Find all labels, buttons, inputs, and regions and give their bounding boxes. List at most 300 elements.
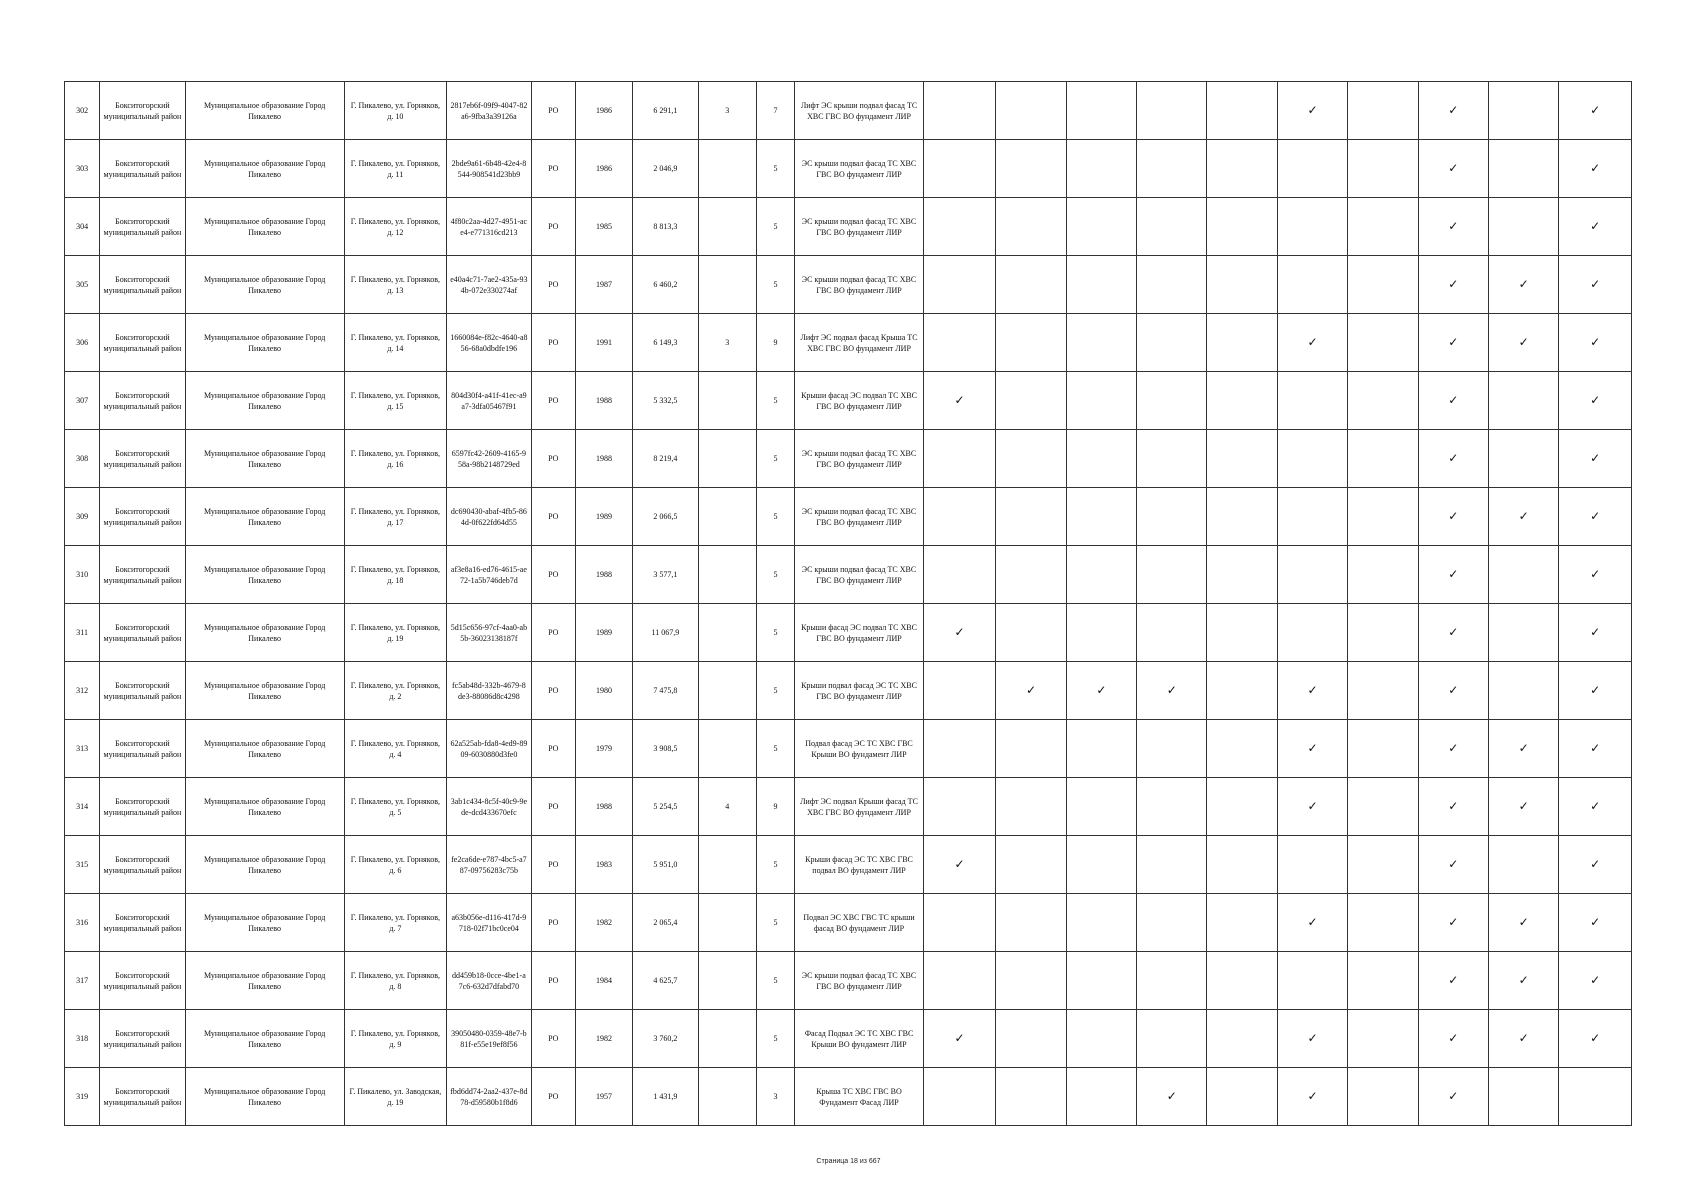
address-cell: Г. Пикалево, ул. Горняков, д. 15	[344, 372, 447, 430]
check-mark-icon: ✓	[1559, 82, 1632, 140]
floors-cell: 5	[756, 430, 794, 488]
check-mark-icon: ✓	[1418, 140, 1488, 198]
empty-work-cell	[1066, 314, 1136, 372]
municipality-cell: Муниципальное образование Город Пикалево	[185, 256, 344, 314]
address-cell: Г. Пикалево, ул. Горняков, д. 19	[344, 604, 447, 662]
check-mark-icon: ✓	[1489, 488, 1559, 546]
house-guid-cell: fc5ab48d-332b-4679-8de3-88086d8c4298	[447, 662, 531, 720]
entrances-cell	[698, 140, 756, 198]
empty-work-cell	[1066, 372, 1136, 430]
total-area-cell: 8 813,3	[633, 198, 698, 256]
district-cell: Бокситогорский муниципальный район	[100, 314, 185, 372]
housing-registry-table	[64, 81, 1632, 1126]
empty-work-cell	[923, 662, 995, 720]
municipality-cell: Муниципальное образование Город Пикалево	[185, 604, 344, 662]
management-type-cell: РО	[531, 256, 575, 314]
address-cell: Г. Пикалево, ул. Горняков, д. 13	[344, 256, 447, 314]
floors-cell: 3	[756, 1068, 794, 1126]
house-guid-cell: fbd6dd74-2aa2-437e-8d78-d59580b1f8d6	[447, 1068, 531, 1126]
check-mark-icon: ✓	[1418, 1010, 1488, 1068]
check-mark-icon: ✓	[1418, 952, 1488, 1010]
empty-work-cell	[1066, 836, 1136, 894]
empty-work-cell	[1066, 430, 1136, 488]
check-mark-icon: ✓	[996, 662, 1066, 720]
house-guid-cell: 2817eb6f-09f9-4047-82a6-9fba3a39126a	[447, 82, 531, 140]
table-row	[65, 778, 1632, 836]
build-year-cell: 1988	[575, 430, 632, 488]
floors-cell: 5	[756, 488, 794, 546]
table-row	[65, 140, 1632, 198]
empty-work-cell	[1066, 140, 1136, 198]
total-area-cell: 1 431,9	[633, 1068, 698, 1126]
empty-work-cell	[1207, 198, 1277, 256]
build-year-cell: 1985	[575, 198, 632, 256]
floors-cell: 5	[756, 256, 794, 314]
empty-work-cell	[923, 140, 995, 198]
table-row	[65, 256, 1632, 314]
total-area-cell: 2 065,4	[633, 894, 698, 952]
works-list-cell: Лифт ЭС подвал фасад Крыша ТС ХВС ГВС ВО фундамент ЛИР	[795, 314, 924, 372]
house-guid-cell: 1660084e-f82c-4640-a856-68a0dbdfe196	[447, 314, 531, 372]
row-number: 304	[65, 198, 100, 256]
table-row	[65, 314, 1632, 372]
check-mark-icon: ✓	[1418, 546, 1488, 604]
empty-work-cell	[996, 1068, 1066, 1126]
empty-work-cell	[996, 952, 1066, 1010]
empty-work-cell	[1137, 488, 1207, 546]
municipality-cell: Муниципальное образование Город Пикалево	[185, 662, 344, 720]
empty-work-cell	[1348, 604, 1418, 662]
empty-work-cell	[1207, 82, 1277, 140]
build-year-cell: 1982	[575, 894, 632, 952]
build-year-cell: 1957	[575, 1068, 632, 1126]
row-number: 308	[65, 430, 100, 488]
check-mark-icon: ✓	[1418, 778, 1488, 836]
empty-work-cell	[1489, 198, 1559, 256]
check-mark-icon: ✓	[1277, 894, 1347, 952]
empty-work-cell	[996, 720, 1066, 778]
build-year-cell: 1982	[575, 1010, 632, 1068]
check-mark-icon: ✓	[1559, 952, 1632, 1010]
municipality-cell: Муниципальное образование Город Пикалево	[185, 836, 344, 894]
empty-work-cell	[923, 82, 995, 140]
empty-work-cell	[1277, 140, 1347, 198]
table-row	[65, 604, 1632, 662]
municipality-cell: Муниципальное образование Город Пикалево	[185, 546, 344, 604]
empty-work-cell	[1348, 1010, 1418, 1068]
empty-work-cell	[1066, 894, 1136, 952]
municipality-cell: Муниципальное образование Город Пикалево	[185, 140, 344, 198]
table-row	[65, 952, 1632, 1010]
empty-work-cell	[1137, 604, 1207, 662]
works-list-cell: ЭС крыши подвал фасад ТС ХВС ГВС ВО фундамент ЛИР	[795, 140, 924, 198]
empty-work-cell	[1207, 894, 1277, 952]
check-mark-icon: ✓	[1418, 488, 1488, 546]
build-year-cell: 1989	[575, 604, 632, 662]
empty-work-cell	[996, 488, 1066, 546]
empty-work-cell	[1066, 1068, 1136, 1126]
empty-work-cell	[1207, 720, 1277, 778]
empty-work-cell	[1489, 604, 1559, 662]
floors-cell: 5	[756, 720, 794, 778]
build-year-cell: 1984	[575, 952, 632, 1010]
total-area-cell: 6 291,1	[633, 82, 698, 140]
check-mark-icon: ✓	[1559, 604, 1632, 662]
empty-work-cell	[1348, 778, 1418, 836]
empty-work-cell	[1489, 836, 1559, 894]
check-mark-icon: ✓	[1418, 198, 1488, 256]
check-mark-icon: ✓	[1137, 1068, 1207, 1126]
empty-work-cell	[1489, 546, 1559, 604]
total-area-cell: 5 332,5	[633, 372, 698, 430]
empty-work-cell	[1137, 430, 1207, 488]
management-type-cell: РО	[531, 372, 575, 430]
works-list-cell: Лифт ЭС подвал Крыши фасад ТС ХВС ГВС ВО фундамент ЛИР	[795, 778, 924, 836]
municipality-cell: Муниципальное образование Город Пикалево	[185, 198, 344, 256]
table-row	[65, 198, 1632, 256]
district-cell: Бокситогорский муниципальный район	[100, 1068, 185, 1126]
check-mark-icon: ✓	[1559, 894, 1632, 952]
empty-work-cell	[1277, 198, 1347, 256]
empty-work-cell	[1348, 836, 1418, 894]
empty-work-cell	[1348, 546, 1418, 604]
district-cell: Бокситогорский муниципальный район	[100, 198, 185, 256]
management-type-cell: РО	[531, 82, 575, 140]
empty-work-cell	[1207, 314, 1277, 372]
address-cell: Г. Пикалево, ул. Горняков, д. 17	[344, 488, 447, 546]
empty-work-cell	[1066, 546, 1136, 604]
empty-work-cell	[1207, 488, 1277, 546]
registry-body	[65, 82, 1632, 1126]
check-mark-icon: ✓	[1277, 1010, 1347, 1068]
district-cell: Бокситогорский муниципальный район	[100, 82, 185, 140]
empty-work-cell	[996, 314, 1066, 372]
house-guid-cell: 6597fc42-2609-4165-958a-98b2148729ed	[447, 430, 531, 488]
empty-work-cell	[1137, 778, 1207, 836]
management-type-cell: РО	[531, 662, 575, 720]
row-number: 303	[65, 140, 100, 198]
house-guid-cell: dc690430-abaf-4fb5-864d-0f622fd64d55	[447, 488, 531, 546]
table-row	[65, 1068, 1632, 1126]
works-list-cell: ЭС крыши подвал фасад ТС ХВС ГВС ВО фундамент ЛИР	[795, 952, 924, 1010]
check-mark-icon: ✓	[1559, 662, 1632, 720]
house-guid-cell: 2bde9a61-6b48-42e4-8544-908541d23bb9	[447, 140, 531, 198]
house-guid-cell: 4f80c2aa-4d27-4951-ace4-e771316cd213	[447, 198, 531, 256]
total-area-cell: 7 475,8	[633, 662, 698, 720]
address-cell: Г. Пикалево, ул. Горняков, д. 5	[344, 778, 447, 836]
check-mark-icon: ✓	[1418, 836, 1488, 894]
house-guid-cell: 3ab1c434-8c5f-40c9-9ede-dcd433670efc	[447, 778, 531, 836]
table-row	[65, 372, 1632, 430]
empty-work-cell	[1207, 546, 1277, 604]
empty-work-cell	[923, 198, 995, 256]
empty-work-cell	[923, 256, 995, 314]
empty-work-cell	[1137, 894, 1207, 952]
empty-work-cell	[1207, 430, 1277, 488]
district-cell: Бокситогорский муниципальный район	[100, 1010, 185, 1068]
empty-work-cell	[1137, 140, 1207, 198]
check-mark-icon: ✓	[1489, 894, 1559, 952]
build-year-cell: 1991	[575, 314, 632, 372]
address-cell: Г. Пикалево, ул. Заводская, д. 19	[344, 1068, 447, 1126]
check-mark-icon: ✓	[923, 836, 995, 894]
table-row	[65, 488, 1632, 546]
check-mark-icon: ✓	[1277, 778, 1347, 836]
empty-work-cell	[1348, 720, 1418, 778]
address-cell: Г. Пикалево, ул. Горняков, д. 7	[344, 894, 447, 952]
municipality-cell: Муниципальное образование Город Пикалево	[185, 372, 344, 430]
works-list-cell: Крыши подвал фасад ЭС ТС ХВС ГВС ВО фундамент ЛИР	[795, 662, 924, 720]
empty-work-cell	[1137, 720, 1207, 778]
check-mark-icon: ✓	[1559, 256, 1632, 314]
row-number: 302	[65, 82, 100, 140]
entrances-cell	[698, 1068, 756, 1126]
floors-cell: 9	[756, 778, 794, 836]
check-mark-icon: ✓	[1418, 430, 1488, 488]
floors-cell: 5	[756, 836, 794, 894]
works-list-cell: ЭС крыши подвал фасад ТС ХВС ГВС ВО фундамент ЛИР	[795, 430, 924, 488]
empty-work-cell	[923, 488, 995, 546]
empty-work-cell	[1207, 140, 1277, 198]
check-mark-icon: ✓	[1559, 198, 1632, 256]
management-type-cell: РО	[531, 140, 575, 198]
entrances-cell: 4	[698, 778, 756, 836]
works-list-cell: Крыши фасад ЭС подвал ТС ХВС ГВС ВО фундамент ЛИР	[795, 604, 924, 662]
empty-work-cell	[1137, 372, 1207, 430]
check-mark-icon: ✓	[1137, 662, 1207, 720]
check-mark-icon: ✓	[1559, 778, 1632, 836]
build-year-cell: 1988	[575, 546, 632, 604]
empty-work-cell	[923, 546, 995, 604]
floors-cell: 9	[756, 314, 794, 372]
empty-work-cell	[1348, 430, 1418, 488]
row-number: 310	[65, 546, 100, 604]
address-cell: Г. Пикалево, ул. Горняков, д. 2	[344, 662, 447, 720]
house-guid-cell: e40a4c71-7ae2-435a-934b-072e330274af	[447, 256, 531, 314]
empty-work-cell	[1207, 778, 1277, 836]
works-list-cell: Подвал фасад ЭС ТС ХВС ГВС Крыши ВО фундамент ЛИР	[795, 720, 924, 778]
total-area-cell: 3 577,1	[633, 546, 698, 604]
check-mark-icon: ✓	[1489, 314, 1559, 372]
house-guid-cell: dd459b18-0cce-4be1-a7c6-632d7dfabd70	[447, 952, 531, 1010]
empty-work-cell	[996, 546, 1066, 604]
empty-work-cell	[996, 1010, 1066, 1068]
empty-work-cell	[1207, 372, 1277, 430]
build-year-cell: 1988	[575, 778, 632, 836]
works-list-cell: Фасад Подвал ЭС ТС ХВС ГВС Крыши ВО фундамент ЛИР	[795, 1010, 924, 1068]
empty-work-cell	[1559, 1068, 1632, 1126]
total-area-cell: 2 046,9	[633, 140, 698, 198]
empty-work-cell	[1207, 1010, 1277, 1068]
empty-work-cell	[1207, 256, 1277, 314]
empty-work-cell	[1066, 1010, 1136, 1068]
district-cell: Бокситогорский муниципальный район	[100, 836, 185, 894]
total-area-cell: 5 254,5	[633, 778, 698, 836]
check-mark-icon: ✓	[1559, 1010, 1632, 1068]
district-cell: Бокситогорский муниципальный район	[100, 894, 185, 952]
municipality-cell: Муниципальное образование Город Пикалево	[185, 894, 344, 952]
check-mark-icon: ✓	[1559, 314, 1632, 372]
address-cell: Г. Пикалево, ул. Горняков, д. 10	[344, 82, 447, 140]
empty-work-cell	[996, 604, 1066, 662]
check-mark-icon: ✓	[1418, 720, 1488, 778]
entrances-cell	[698, 256, 756, 314]
empty-work-cell	[923, 952, 995, 1010]
empty-work-cell	[1348, 82, 1418, 140]
empty-work-cell	[1066, 198, 1136, 256]
address-cell: Г. Пикалево, ул. Горняков, д. 12	[344, 198, 447, 256]
check-mark-icon: ✓	[1418, 662, 1488, 720]
check-mark-icon: ✓	[1489, 1010, 1559, 1068]
table-row	[65, 82, 1632, 140]
row-number: 311	[65, 604, 100, 662]
empty-work-cell	[1277, 546, 1347, 604]
check-mark-icon: ✓	[1559, 140, 1632, 198]
empty-work-cell	[1207, 1068, 1277, 1126]
district-cell: Бокситогорский муниципальный район	[100, 604, 185, 662]
district-cell: Бокситогорский муниципальный район	[100, 778, 185, 836]
entrances-cell: 3	[698, 82, 756, 140]
empty-work-cell	[1277, 488, 1347, 546]
empty-work-cell	[1207, 836, 1277, 894]
municipality-cell: Муниципальное образование Город Пикалево	[185, 488, 344, 546]
management-type-cell: РО	[531, 546, 575, 604]
empty-work-cell	[1137, 1010, 1207, 1068]
district-cell: Бокситогорский муниципальный район	[100, 430, 185, 488]
check-mark-icon: ✓	[1277, 1068, 1347, 1126]
address-cell: Г. Пикалево, ул. Горняков, д. 14	[344, 314, 447, 372]
check-mark-icon: ✓	[1418, 1068, 1488, 1126]
management-type-cell: РО	[531, 720, 575, 778]
check-mark-icon: ✓	[923, 372, 995, 430]
empty-work-cell	[1137, 198, 1207, 256]
build-year-cell: 1979	[575, 720, 632, 778]
address-cell: Г. Пикалево, ул. Горняков, д. 16	[344, 430, 447, 488]
check-mark-icon: ✓	[1559, 720, 1632, 778]
empty-work-cell	[1207, 952, 1277, 1010]
row-number: 314	[65, 778, 100, 836]
empty-work-cell	[1348, 198, 1418, 256]
check-mark-icon: ✓	[923, 604, 995, 662]
floors-cell: 5	[756, 662, 794, 720]
district-cell: Бокситогорский муниципальный район	[100, 952, 185, 1010]
works-list-cell: Крыши фасад ЭС ТС ХВС ГВС подвал ВО фундамент ЛИР	[795, 836, 924, 894]
management-type-cell: РО	[531, 430, 575, 488]
municipality-cell: Муниципальное образование Город Пикалево	[185, 430, 344, 488]
page-footer: Страница 18 из 667	[816, 1158, 881, 1165]
check-mark-icon: ✓	[1559, 430, 1632, 488]
municipality-cell: Муниципальное образование Город Пикалево	[185, 778, 344, 836]
municipality-cell: Муниципальное образование Город Пикалево	[185, 82, 344, 140]
empty-work-cell	[1489, 372, 1559, 430]
empty-work-cell	[996, 430, 1066, 488]
total-area-cell: 3 908,5	[633, 720, 698, 778]
empty-work-cell	[923, 720, 995, 778]
works-list-cell: ЭС крыши подвал фасад ТС ХВС ГВС ВО фундамент ЛИР	[795, 546, 924, 604]
empty-work-cell	[1348, 488, 1418, 546]
empty-work-cell	[996, 372, 1066, 430]
empty-work-cell	[1066, 778, 1136, 836]
empty-work-cell	[996, 82, 1066, 140]
management-type-cell: РО	[531, 488, 575, 546]
total-area-cell: 5 951,0	[633, 836, 698, 894]
empty-work-cell	[1277, 604, 1347, 662]
house-guid-cell: 62a525ab-fda8-4ed9-8909-6030880d3fe0	[447, 720, 531, 778]
floors-cell: 5	[756, 546, 794, 604]
entrances-cell	[698, 1010, 756, 1068]
build-year-cell: 1987	[575, 256, 632, 314]
empty-work-cell	[1137, 952, 1207, 1010]
works-list-cell: Подвал ЭС ХВС ГВС ТС крыши фасад ВО фундамент ЛИР	[795, 894, 924, 952]
empty-work-cell	[1137, 546, 1207, 604]
entrances-cell	[698, 546, 756, 604]
row-number: 319	[65, 1068, 100, 1126]
address-cell: Г. Пикалево, ул. Горняков, д. 8	[344, 952, 447, 1010]
works-list-cell: ЭС крыши подвал фасад ТС ХВС ГВС ВО фундамент ЛИР	[795, 198, 924, 256]
empty-work-cell	[1489, 662, 1559, 720]
empty-work-cell	[1137, 314, 1207, 372]
empty-work-cell	[1066, 952, 1136, 1010]
check-mark-icon: ✓	[1559, 836, 1632, 894]
empty-work-cell	[1348, 1068, 1418, 1126]
management-type-cell: РО	[531, 604, 575, 662]
build-year-cell: 1980	[575, 662, 632, 720]
table-row	[65, 836, 1632, 894]
check-mark-icon: ✓	[1418, 604, 1488, 662]
empty-work-cell	[1277, 836, 1347, 894]
table-row	[65, 720, 1632, 778]
row-number: 317	[65, 952, 100, 1010]
check-mark-icon: ✓	[1277, 720, 1347, 778]
floors-cell: 5	[756, 604, 794, 662]
house-guid-cell: 39050480-0359-48e7-b81f-e55e19ef8f56	[447, 1010, 531, 1068]
table-row	[65, 546, 1632, 604]
district-cell: Бокситогорский муниципальный район	[100, 256, 185, 314]
empty-work-cell	[1348, 140, 1418, 198]
check-mark-icon: ✓	[1277, 314, 1347, 372]
check-mark-icon: ✓	[1066, 662, 1136, 720]
address-cell: Г. Пикалево, ул. Горняков, д. 6	[344, 836, 447, 894]
table-row	[65, 430, 1632, 488]
district-cell: Бокситогорский муниципальный район	[100, 140, 185, 198]
municipality-cell: Муниципальное образование Город Пикалево	[185, 952, 344, 1010]
municipality-cell: Муниципальное образование Город Пикалево	[185, 720, 344, 778]
row-number: 307	[65, 372, 100, 430]
check-mark-icon: ✓	[1418, 256, 1488, 314]
table-row	[65, 662, 1632, 720]
empty-work-cell	[1348, 256, 1418, 314]
management-type-cell: РО	[531, 1010, 575, 1068]
total-area-cell: 2 066,5	[633, 488, 698, 546]
build-year-cell: 1983	[575, 836, 632, 894]
district-cell: Бокситогорский муниципальный район	[100, 372, 185, 430]
row-number: 318	[65, 1010, 100, 1068]
check-mark-icon: ✓	[1277, 662, 1347, 720]
municipality-cell: Муниципальное образование Город Пикалево	[185, 1068, 344, 1126]
floors-cell: 5	[756, 894, 794, 952]
check-mark-icon: ✓	[1489, 720, 1559, 778]
check-mark-icon: ✓	[1418, 894, 1488, 952]
total-area-cell: 8 219,4	[633, 430, 698, 488]
check-mark-icon: ✓	[1489, 952, 1559, 1010]
management-type-cell: РО	[531, 1068, 575, 1126]
empty-work-cell	[1348, 314, 1418, 372]
check-mark-icon: ✓	[1489, 256, 1559, 314]
works-list-cell: ЭС крыши подвал фасад ТС ХВС ГВС ВО фундамент ЛИР	[795, 256, 924, 314]
entrances-cell	[698, 720, 756, 778]
empty-work-cell	[1066, 256, 1136, 314]
house-guid-cell: 804d30f4-a41f-41ec-a9a7-3dfa05467f91	[447, 372, 531, 430]
